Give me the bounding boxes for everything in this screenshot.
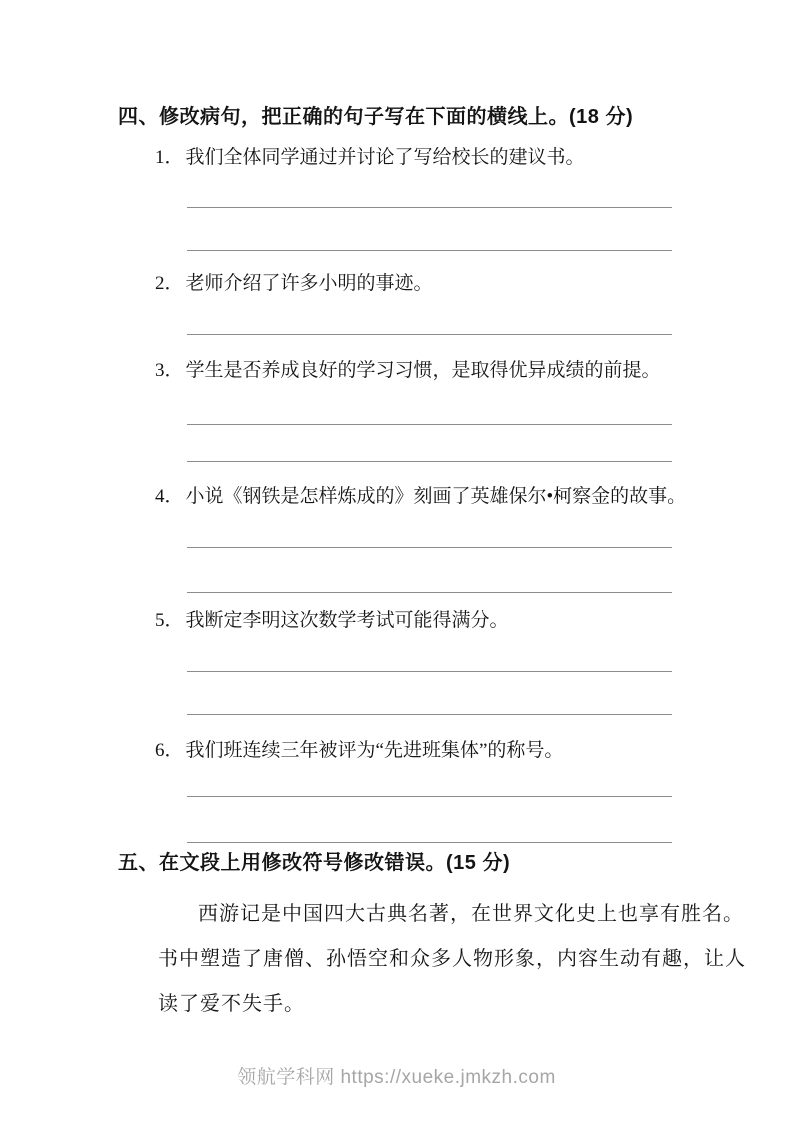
- passage-line-1: 西游记是中国四大古典名著，在世界文化史上也享有胜名。: [198, 901, 744, 925]
- answer-line: [187, 592, 672, 593]
- question-4-text: 小说《钢铁是怎样炼成的》刻画了英雄保尔•柯察金的故事。: [185, 486, 687, 507]
- question-2: [155, 271, 433, 297]
- question-3-number: 3．: [155, 360, 184, 381]
- question-4-number: 4．: [155, 486, 184, 507]
- watermark: 领航学科网 https://xueke.jmkzh.com: [237, 1067, 556, 1088]
- question-1-number: 1．: [155, 147, 184, 168]
- question-6: [155, 738, 563, 764]
- answer-line: [187, 424, 672, 425]
- answer-line: [187, 207, 672, 208]
- question-5-number: 5．: [155, 610, 184, 631]
- question-6-number: 6．: [155, 740, 184, 761]
- section4-heading: 四、修改病句，把正确的句子写在下面的横线上。(18 分): [118, 106, 634, 128]
- question-3: [155, 358, 661, 384]
- question-3-text: 学生是否养成良好的学习习惯，是取得优异成绩的前提。: [185, 360, 661, 381]
- question-1-text: 我们全体同学通过并讨论了写给校长的建议书。: [185, 147, 585, 168]
- question-6-text: 我们班连续三年被评为“先进班集体”的称号。: [185, 740, 564, 761]
- question-5: [155, 608, 509, 634]
- passage-line-2: 书中塑造了唐僧、孙悟空和众多人物形象，内容生动有趣，让人: [158, 946, 746, 970]
- answer-line: [187, 671, 672, 672]
- question-4: [155, 484, 686, 510]
- section5-heading: 五、在文段上用修改符号修改错误。(15 分): [118, 852, 511, 874]
- answer-line: [187, 796, 672, 797]
- question-2-number: 2．: [155, 273, 184, 294]
- question-1: [155, 145, 585, 171]
- answer-line: [187, 842, 672, 843]
- passage-line-3: 读了爱不失手。: [158, 991, 305, 1015]
- editing-passage: [158, 891, 746, 1026]
- answer-line: [187, 547, 672, 548]
- answer-line: [187, 714, 672, 715]
- answer-line: [187, 461, 672, 462]
- answer-line: [187, 334, 672, 335]
- answer-line: [187, 250, 672, 251]
- question-5-text: 我断定李明这次数学考试可能得满分。: [185, 610, 509, 631]
- question-2-text: 老师介绍了许多小明的事迹。: [185, 273, 433, 294]
